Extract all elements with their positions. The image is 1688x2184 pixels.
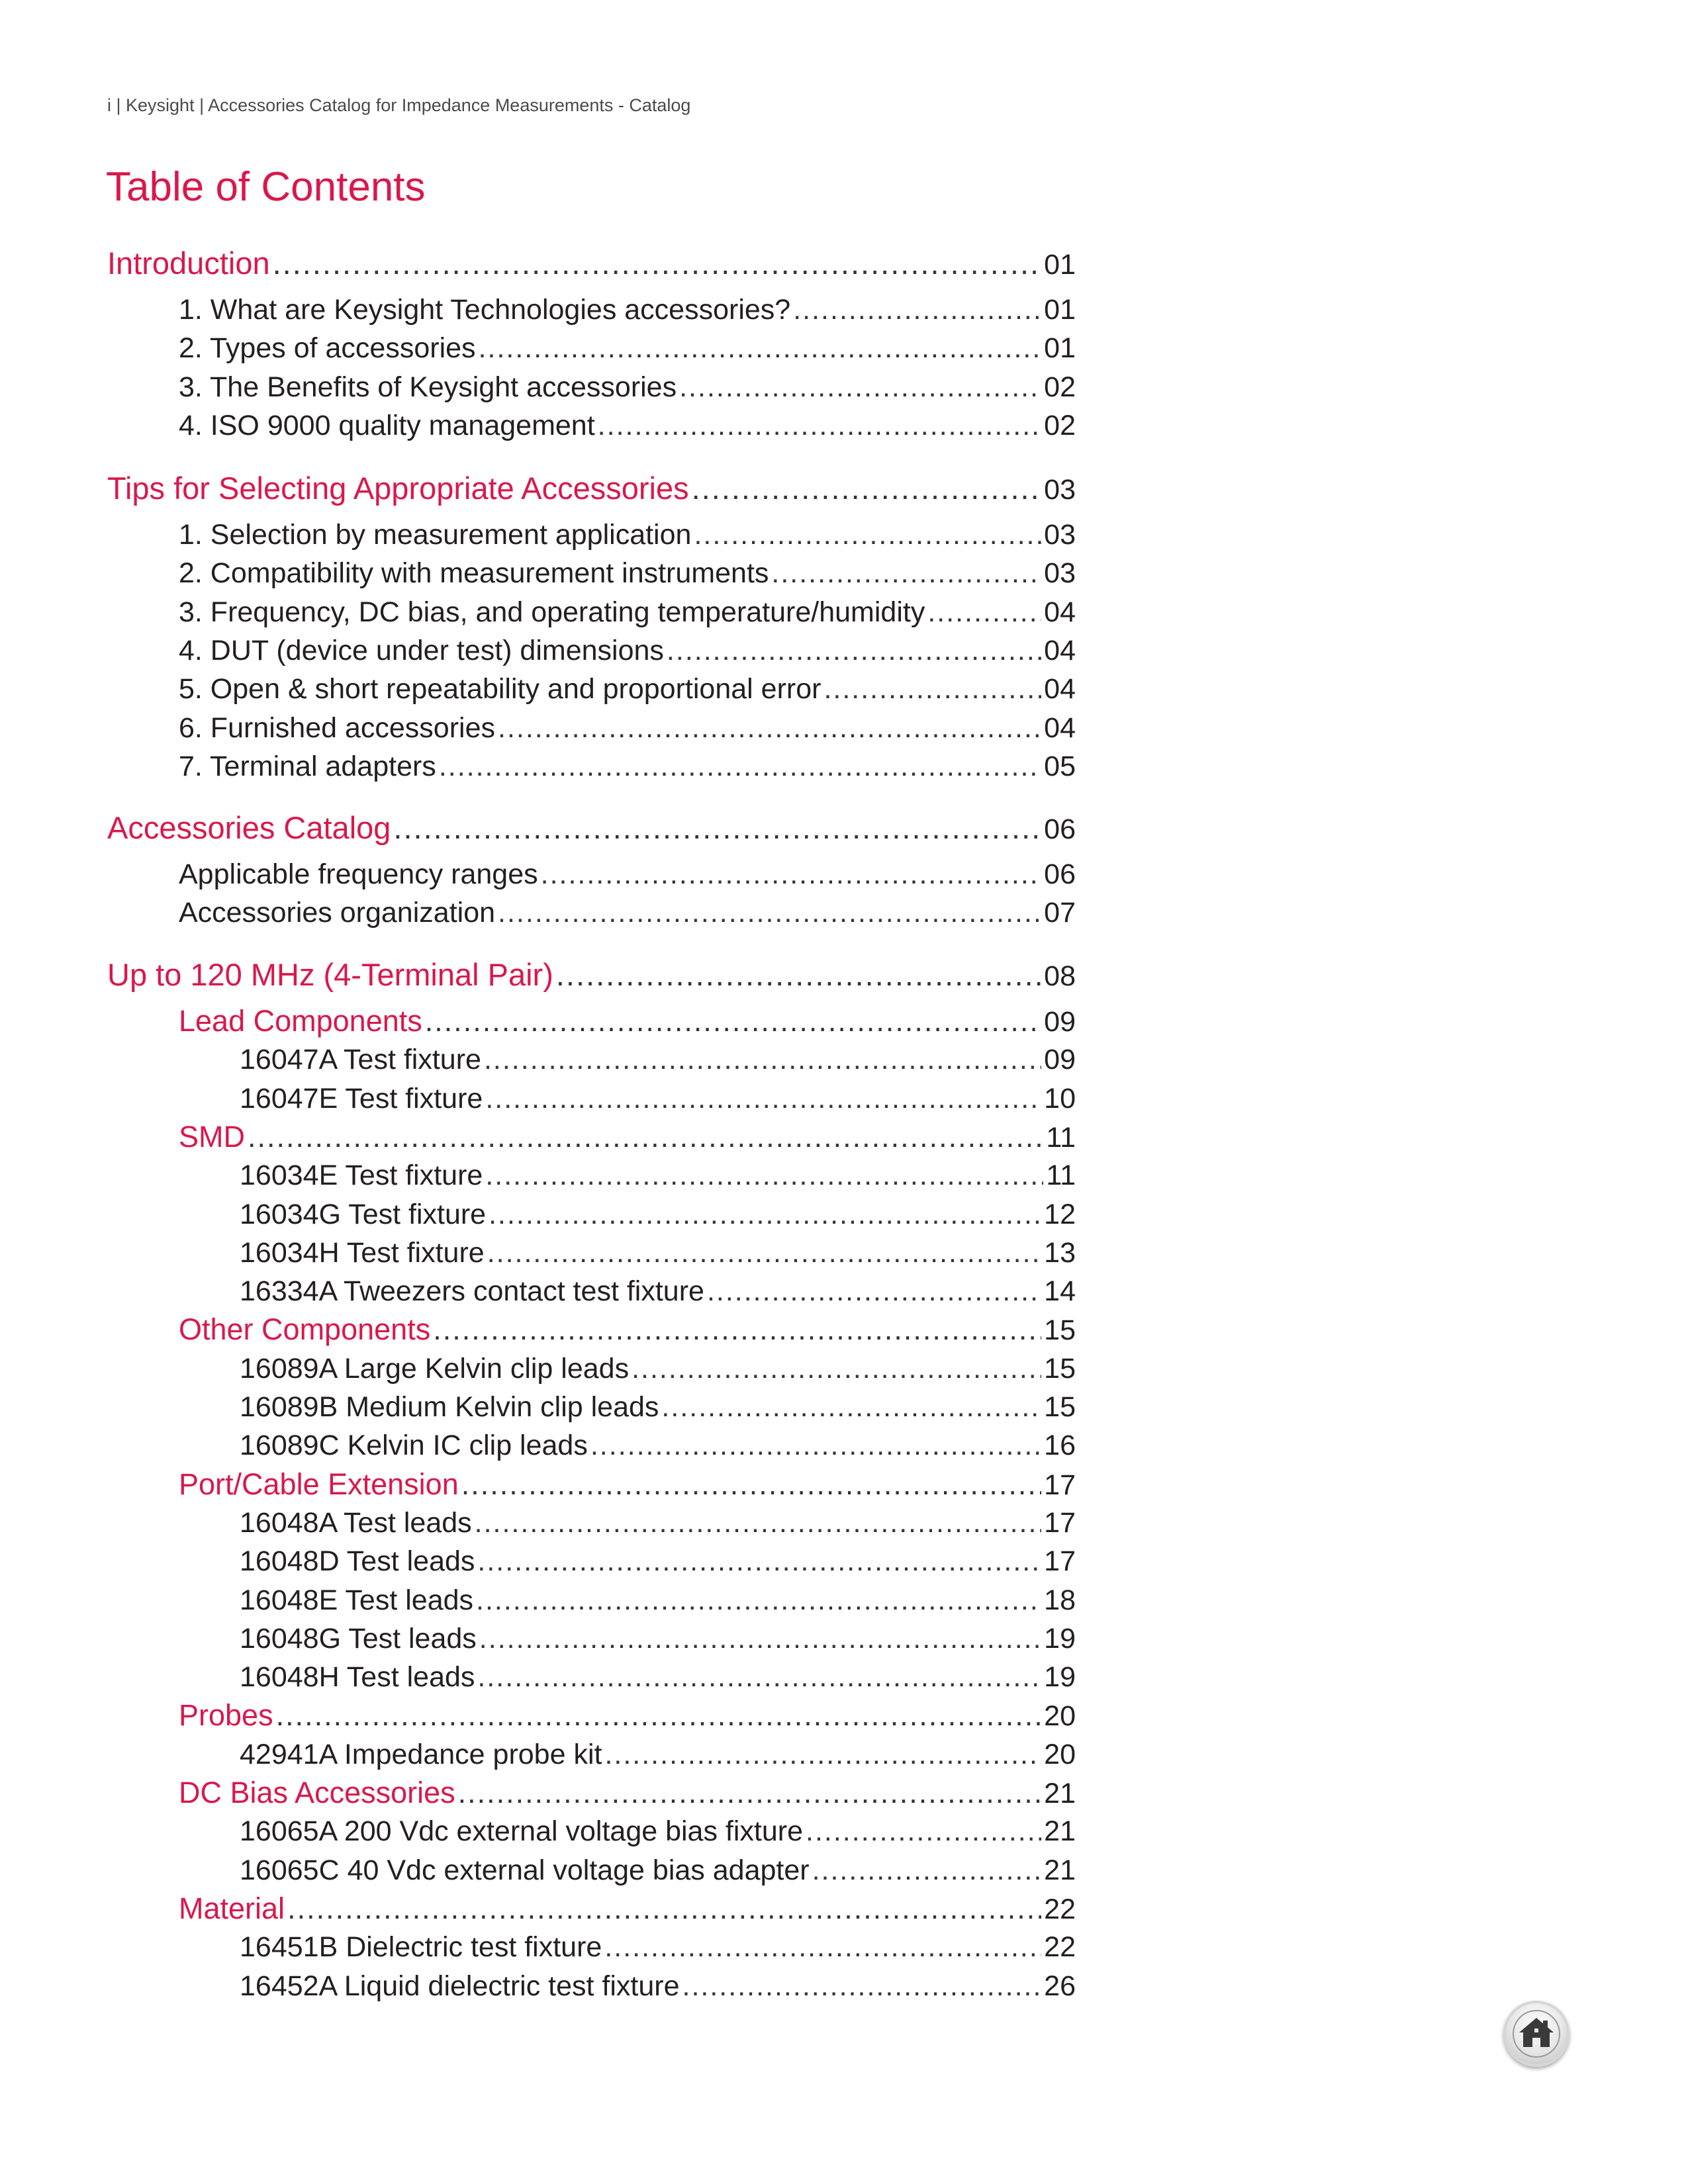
dot-leader bbox=[927, 592, 1041, 632]
dot-leader bbox=[484, 1040, 1041, 1079]
toc-entry[interactable] bbox=[240, 1657, 1076, 1697]
toc-entry[interactable] bbox=[240, 1426, 1076, 1465]
toc-entry-title: 16089C Kelvin IC clip leads bbox=[240, 1430, 588, 1462]
dot-leader bbox=[604, 1735, 1041, 1774]
toc-entry-title: Other Components bbox=[179, 1312, 431, 1347]
dot-leader bbox=[590, 1426, 1041, 1465]
toc-entry[interactable] bbox=[240, 1541, 1076, 1581]
toc-entry[interactable] bbox=[179, 1001, 1076, 1041]
toc-entry-page: 15 bbox=[1044, 1314, 1076, 1347]
dot-leader bbox=[661, 1387, 1041, 1427]
dot-leader bbox=[479, 328, 1042, 368]
toc-entry[interactable] bbox=[179, 708, 1076, 748]
toc-entry-title: Applicable frequency ranges bbox=[179, 858, 538, 890]
dot-leader bbox=[679, 367, 1041, 407]
toc-entry-title: Probes bbox=[179, 1698, 273, 1733]
toc-entry[interactable] bbox=[107, 244, 1076, 283]
toc-entry-page: 18 bbox=[1044, 1584, 1076, 1616]
toc-entry-title: 4. DUT (device under test) dimensions bbox=[179, 634, 664, 666]
dot-leader bbox=[458, 1773, 1042, 1813]
toc-entry-title: 16034G Test fixture bbox=[240, 1198, 487, 1230]
toc-entry-title: 16047A Test fixture bbox=[240, 1044, 481, 1076]
toc-entry-title: Accessories Catalog bbox=[107, 810, 391, 845]
dot-leader bbox=[276, 1696, 1042, 1735]
toc-entry-page: 03 bbox=[1044, 557, 1076, 590]
toc-entry-title: 16047E Test fixture bbox=[240, 1082, 483, 1115]
toc-entry-page: 02 bbox=[1044, 371, 1076, 403]
toc-entry[interactable] bbox=[240, 1580, 1076, 1620]
toc-entry-page: 10 bbox=[1044, 1082, 1076, 1115]
toc-entry-title: 2. Types of accessories bbox=[179, 332, 476, 365]
dot-leader bbox=[476, 1580, 1041, 1620]
dot-leader bbox=[598, 406, 1041, 445]
toc-entry-page: 11 bbox=[1046, 1160, 1076, 1192]
toc-entry-title: 16048H Test leads bbox=[240, 1661, 475, 1694]
dot-leader bbox=[433, 1310, 1041, 1349]
dot-leader bbox=[425, 1001, 1041, 1041]
dot-leader bbox=[694, 515, 1041, 555]
toc-entry[interactable] bbox=[179, 669, 1076, 709]
toc-entry-page: 21 bbox=[1044, 1854, 1076, 1886]
toc-entry[interactable] bbox=[179, 1465, 1076, 1504]
toc-entry-page: 13 bbox=[1044, 1236, 1076, 1269]
toc-entry-title: 16065A 200 Vdc external voltage bias fixture bbox=[240, 1815, 804, 1848]
toc-entry[interactable] bbox=[107, 469, 1076, 508]
toc-entry-page: 08 bbox=[1044, 960, 1076, 992]
toc-entry-page: 06 bbox=[1044, 813, 1076, 845]
dot-leader bbox=[632, 1349, 1041, 1388]
toc-entry-title: 16334A Tweezers contact test fixture bbox=[240, 1275, 704, 1308]
dot-leader bbox=[793, 290, 1041, 330]
toc-entry-page: 17 bbox=[1044, 1506, 1076, 1539]
toc-entry[interactable] bbox=[179, 747, 1076, 786]
dot-leader bbox=[475, 1503, 1042, 1543]
toc-entry-title: 16048A Test leads bbox=[240, 1506, 472, 1539]
toc-entry[interactable] bbox=[179, 854, 1076, 894]
dot-leader bbox=[771, 553, 1041, 593]
dot-leader bbox=[248, 1117, 1043, 1157]
toc-entry-title: 3. The Benefits of Keysight accessories bbox=[179, 371, 677, 403]
toc-entry-page: 04 bbox=[1044, 711, 1076, 744]
toc-entry-title: 16452A Liquid dielectric test fixture bbox=[240, 1970, 680, 2002]
toc-entry-page: 17 bbox=[1044, 1545, 1076, 1578]
toc-entry-page: 26 bbox=[1044, 1970, 1076, 2002]
dot-leader bbox=[487, 1233, 1041, 1273]
dot-leader bbox=[556, 955, 1041, 995]
dot-leader bbox=[393, 808, 1041, 848]
toc-entry[interactable] bbox=[240, 1619, 1076, 1659]
toc-entry-page: 22 bbox=[1044, 1893, 1076, 1925]
toc-entry[interactable] bbox=[179, 631, 1076, 670]
toc-entry-title: 16451B Dielectric test fixture bbox=[240, 1931, 602, 1964]
dot-leader bbox=[498, 708, 1041, 748]
toc-entry-page: 21 bbox=[1044, 1815, 1076, 1848]
dot-leader bbox=[477, 1541, 1041, 1581]
toc-entry[interactable] bbox=[240, 1927, 1076, 1967]
toc-entry-page: 04 bbox=[1044, 596, 1076, 628]
toc-entry[interactable] bbox=[179, 406, 1076, 445]
toc-entry-page: 01 bbox=[1044, 249, 1076, 281]
toc-entry-page: 04 bbox=[1044, 634, 1076, 666]
toc-entry-title: 2. Compatibility with measurement instruments bbox=[179, 557, 769, 590]
toc-entry-page: 09 bbox=[1044, 1044, 1076, 1076]
page-title: Table of Contents bbox=[106, 164, 426, 210]
toc-entry-title: DC Bias Accessories bbox=[179, 1776, 455, 1809]
toc-entry[interactable] bbox=[179, 1117, 1076, 1157]
dot-leader bbox=[692, 469, 1042, 508]
toc-entry[interactable] bbox=[107, 808, 1076, 848]
toc-entry[interactable] bbox=[240, 1079, 1076, 1118]
dot-leader bbox=[498, 893, 1041, 933]
toc-entry-title: 16034H Test fixture bbox=[240, 1236, 485, 1269]
toc-entry-title: SMD bbox=[179, 1119, 245, 1154]
toc-entry[interactable] bbox=[240, 1156, 1076, 1195]
toc-entry-page: 22 bbox=[1044, 1931, 1076, 1964]
toc-entry[interactable] bbox=[107, 955, 1076, 995]
dot-leader bbox=[461, 1465, 1041, 1504]
toc-entry[interactable] bbox=[240, 1195, 1076, 1234]
toc-entry[interactable] bbox=[240, 1503, 1076, 1543]
toc-entry-title: 4. ISO 9000 quality management bbox=[179, 409, 595, 441]
toc-entry-title: Lead Components bbox=[179, 1004, 422, 1038]
toc-entry[interactable] bbox=[179, 1696, 1076, 1735]
toc-entry-page: 20 bbox=[1044, 1738, 1076, 1770]
toc-entry-title: 16048E Test leads bbox=[240, 1584, 474, 1616]
toc-entry-page: 15 bbox=[1044, 1352, 1076, 1385]
toc-entry-title: 16089A Large Kelvin clip leads bbox=[240, 1352, 630, 1385]
home-icon bbox=[1515, 2011, 1558, 2054]
toc-entry-page: 14 bbox=[1044, 1275, 1076, 1308]
toc-entry-page: 21 bbox=[1044, 1778, 1076, 1809]
toc-entry[interactable] bbox=[179, 328, 1076, 368]
toc-entry-title: 16034E Test fixture bbox=[240, 1160, 483, 1192]
dot-leader bbox=[485, 1156, 1043, 1195]
dot-leader bbox=[604, 1927, 1041, 1967]
toc-entry-title: 16048G Test leads bbox=[240, 1622, 477, 1655]
toc-entry-title: 7. Terminal adapters bbox=[179, 750, 436, 782]
toc-entry-page: 06 bbox=[1044, 858, 1076, 890]
dot-leader bbox=[479, 1619, 1041, 1659]
toc-entry-page: 05 bbox=[1044, 750, 1076, 782]
toc-entry[interactable] bbox=[179, 367, 1076, 407]
dot-leader bbox=[485, 1079, 1041, 1118]
dot-leader bbox=[682, 1966, 1042, 2006]
dot-leader bbox=[812, 1850, 1042, 1890]
toc-entry[interactable] bbox=[240, 1966, 1076, 2006]
toc-entry-title: 42941A Impedance probe kit bbox=[240, 1738, 602, 1770]
toc-entry-page: 03 bbox=[1044, 519, 1076, 551]
toc-entry-page: 19 bbox=[1044, 1622, 1076, 1655]
toc-entry-page: 20 bbox=[1044, 1700, 1076, 1733]
toc-entry-title: 16048D Test leads bbox=[240, 1545, 475, 1578]
toc-entry[interactable] bbox=[179, 1889, 1076, 1929]
toc-entry-page: 16 bbox=[1044, 1430, 1076, 1462]
toc-entry-page: 15 bbox=[1044, 1391, 1076, 1423]
toc-entry-page: 11 bbox=[1046, 1121, 1076, 1154]
toc-entry[interactable] bbox=[240, 1271, 1076, 1311]
dot-leader bbox=[439, 747, 1041, 786]
toc-entry-title: 6. Furnished accessories bbox=[179, 711, 495, 744]
toc-entry-page: 12 bbox=[1044, 1198, 1076, 1230]
page-header: i | Keysight | Accessories Catalog for Impedance Measurements - Catalog bbox=[107, 95, 691, 115]
home-button[interactable] bbox=[1503, 2001, 1570, 2067]
toc-entry-page: 19 bbox=[1044, 1661, 1076, 1694]
dot-leader bbox=[489, 1195, 1041, 1234]
toc-entry-title: 5. Open & short repeatability and proportional error bbox=[179, 673, 821, 705]
dot-leader bbox=[823, 669, 1041, 709]
toc-entry[interactable] bbox=[240, 1811, 1076, 1851]
toc-entry-title: Tips for Selecting Appropriate Accessories bbox=[107, 471, 689, 506]
toc-entry[interactable] bbox=[179, 893, 1076, 933]
toc-entry-title: 3. Frequency, DC bias, and operating temperature/humidity bbox=[179, 596, 925, 628]
toc-entry-page: 09 bbox=[1044, 1006, 1076, 1038]
toc-entry-page: 02 bbox=[1044, 409, 1076, 441]
toc-entry[interactable] bbox=[240, 1349, 1076, 1388]
toc-entry-title: Up to 120 MHz (4-Terminal Pair) bbox=[107, 957, 553, 992]
toc-entry-title: 1. What are Keysight Technologies accessories? bbox=[179, 294, 791, 326]
dot-leader bbox=[541, 854, 1042, 894]
toc-entry-page: 03 bbox=[1044, 474, 1076, 506]
dot-leader bbox=[273, 244, 1042, 283]
toc-entry[interactable] bbox=[179, 592, 1076, 632]
toc-entry[interactable] bbox=[240, 1735, 1076, 1774]
toc-entry[interactable] bbox=[179, 290, 1076, 330]
toc-entry-page: 07 bbox=[1044, 897, 1076, 929]
toc-entry[interactable] bbox=[179, 515, 1076, 555]
dot-leader bbox=[287, 1889, 1041, 1929]
toc-entry[interactable] bbox=[179, 553, 1076, 593]
dot-leader bbox=[707, 1271, 1041, 1311]
toc-entry-page: 01 bbox=[1044, 294, 1076, 326]
toc-entry-page: 17 bbox=[1044, 1469, 1076, 1501]
toc-entry[interactable] bbox=[240, 1387, 1076, 1427]
toc-entry[interactable] bbox=[179, 1773, 1076, 1813]
dot-leader bbox=[667, 631, 1041, 670]
toc-entry-title: Introduction bbox=[107, 246, 270, 281]
toc-entry-title: Material bbox=[179, 1891, 285, 1925]
toc-entry-title: 16089B Medium Kelvin clip leads bbox=[240, 1391, 659, 1423]
toc-entry-title: 1. Selection by measurement application bbox=[179, 519, 692, 551]
toc-entry-page: 04 bbox=[1044, 673, 1076, 705]
dot-leader bbox=[806, 1811, 1041, 1851]
toc-entry[interactable] bbox=[179, 1310, 1076, 1349]
toc-entry-page: 01 bbox=[1044, 332, 1076, 365]
dot-leader bbox=[477, 1657, 1041, 1697]
toc-entry[interactable] bbox=[240, 1040, 1076, 1079]
toc-entry-title: 16065C 40 Vdc external voltage bias adapter bbox=[240, 1854, 810, 1886]
toc-entry[interactable] bbox=[240, 1850, 1076, 1890]
toc-entry-title: Port/Cable Extension bbox=[179, 1467, 459, 1501]
toc-entry[interactable] bbox=[240, 1233, 1076, 1273]
toc-entry-title: Accessories organization bbox=[179, 897, 496, 929]
